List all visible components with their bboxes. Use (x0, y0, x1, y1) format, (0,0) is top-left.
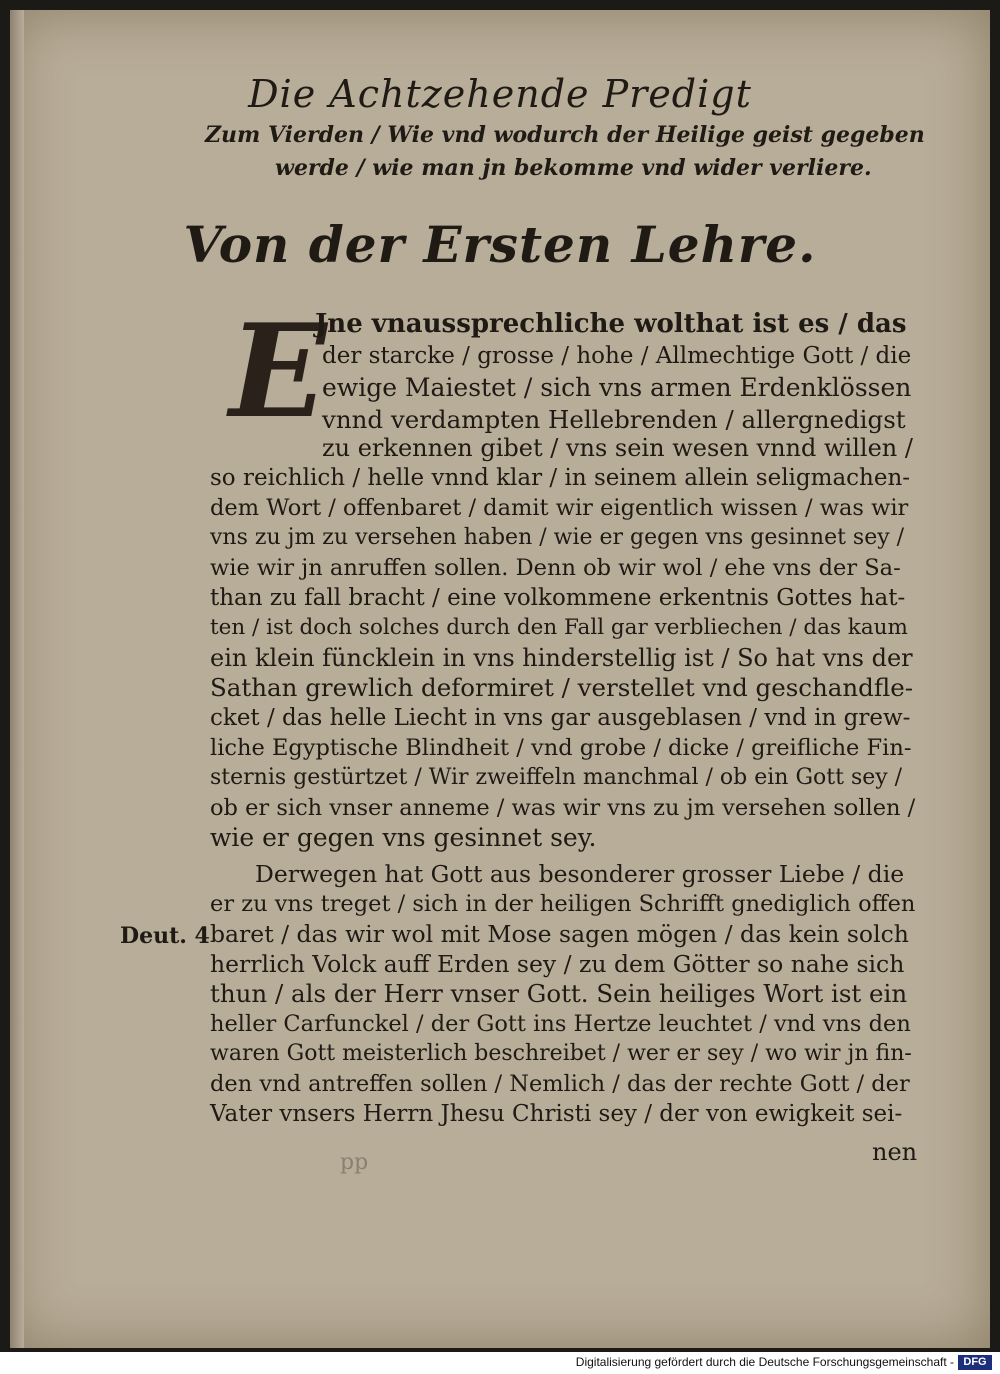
signature-mark: pp (340, 1150, 369, 1175)
footer-bar (0, 1352, 1000, 1374)
funding-credit: Digitalisierung gefördert durch die Deutsche Forschungsgemeinschaft - (575, 1355, 954, 1369)
text-line: ten / ist doch solches durch den Fall gar verbliechen / das kaum (210, 615, 908, 640)
text-line: ein klein füncklein in vns hinderstellig ist / So hat vns der (210, 644, 913, 672)
text-line: Jne vnaussprechliche wolthat ist es / das (315, 309, 907, 339)
text-line: sternis gestürtzet / Wir zweiffeln manchmal / ob ein Gott sey / (210, 765, 903, 790)
sermon-title: Die Achtzehende Predigt (248, 72, 752, 116)
text-line: Vater vnsers Herrn Jhesu Christi sey / der von ewigkeit sei- (210, 1101, 903, 1127)
text-line: ob er sich vnser anneme / was wir vns zu jm versehen sollen / (210, 795, 916, 821)
sermon-subtitle-line1: Zum Vierden / Wie vnd wodurch der Heilige geist gegeben (205, 122, 925, 148)
text-line: cket / das helle Liecht in vns gar ausgeblasen / vnd in grew- (210, 705, 911, 731)
section-heading: Von der Ersten Lehre. (183, 215, 817, 274)
text-line: den vnd antreffen sollen / Nemlich / das der rechte Gott / der (210, 1071, 910, 1097)
text-line: liche Egyptische Blindheit / vnd grobe / dicke / greifliche Fin- (210, 735, 912, 761)
text-line: ewige Maiestet / sich vns armen Erdenklössen (322, 373, 912, 402)
book-page (10, 10, 990, 1348)
text-line: than zu fall bracht / eine volkommene erkentnis Gottes hat- (210, 585, 906, 611)
text-line: zu erkennen gibet / vns sein wesen vnnd willen / (322, 434, 913, 462)
text-line: vnnd verdampten Hellebrenden / allergnedigst (322, 405, 906, 434)
text-line: baret / das wir wol mit Mose sagen mögen / das kein solch (210, 920, 909, 948)
text-line: der starcke / grosse / hohe / Allmechtige Gott / die (322, 343, 912, 369)
text-line: heller Carfunckel / der Gott ins Hertze leuchtet / vnd vns den (210, 1011, 911, 1037)
sermon-subtitle-line2: werde / wie man jn bekomme vnd wider verliere. (275, 155, 872, 181)
text-line: thun / als der Herr vnser Gott. Sein heiliges Wort ist ein (210, 979, 908, 1008)
text-line: er zu vns treget / sich in der heiligen Schrifft gnediglich offen (210, 891, 916, 917)
text-line: vns zu jm zu versehen haben / wie er gegen vns gesinnet sey / (210, 525, 905, 550)
text-line: Derwegen hat Gott aus besonderer grosser Liebe / die (255, 860, 905, 888)
margin-reference: Deut. 4 (120, 923, 210, 949)
text-line: dem Wort / offenbaret / damit wir eigentlich wissen / was wir (210, 495, 909, 521)
decorated-initial: E (229, 297, 327, 447)
text-line: wie er gegen vns gesinnet sey. (210, 823, 597, 852)
text-line: wie wir jn anruffen sollen. Denn ob wir wol / ehe vns der Sa- (210, 555, 901, 581)
page-gutter (10, 10, 24, 1348)
text-line: waren Gott meisterlich beschreibet / wer er sey / wo wir jn fin- (210, 1041, 912, 1066)
text-line: so reichlich / helle vnnd klar / in seinem allein seligmachen- (210, 465, 911, 491)
catchword: nen (872, 1138, 918, 1166)
dfg-logo: DFG (958, 1355, 992, 1370)
text-line: herrlich Volck auff Erden sey / zu dem Götter so nahe sich (210, 950, 905, 978)
text-line: Sathan grewlich deformiret / verstellet vnd geschandfle- (210, 673, 913, 702)
